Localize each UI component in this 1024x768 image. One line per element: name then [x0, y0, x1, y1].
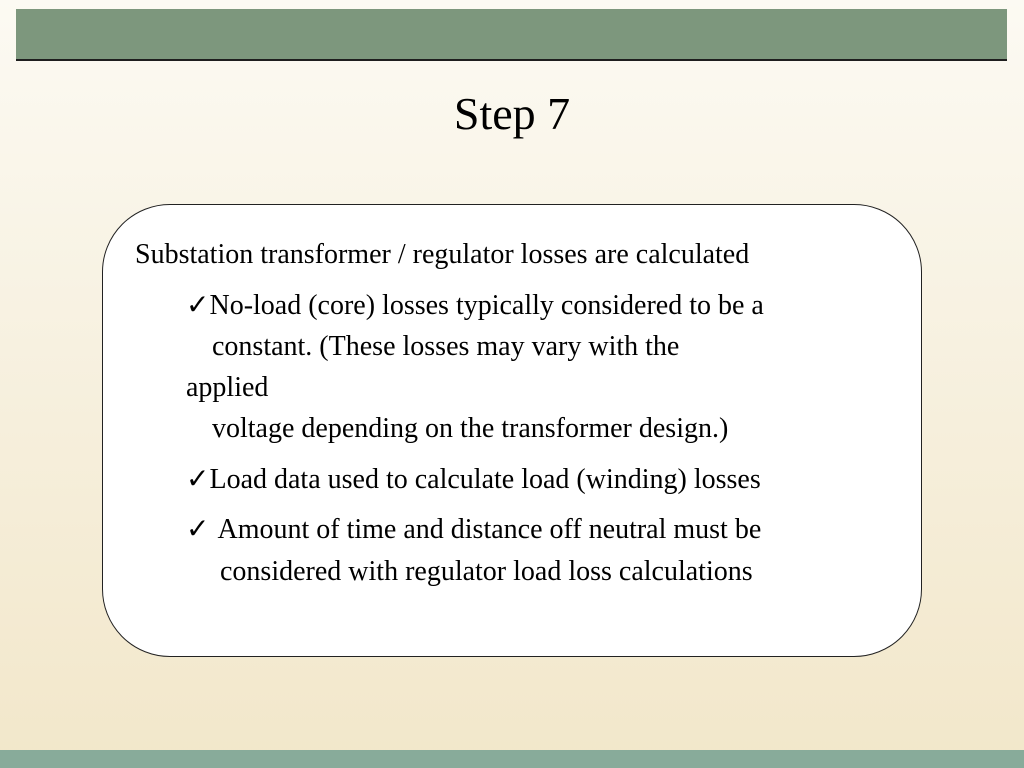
- bullet-3-line-1: [186, 513, 761, 547]
- header-bar: [16, 9, 1007, 61]
- checkmark-icon: ✓: [186, 464, 210, 495]
- bullet-1-text-1: No-load (core) losses typically considered to be a: [209, 290, 764, 321]
- bullet-2-line-1: [186, 463, 761, 497]
- checkmark-icon: ✓: [186, 514, 210, 545]
- bullet-3-line-2: considered with regulator load loss calculations: [220, 556, 753, 587]
- bullet-1-line-1: [186, 289, 764, 323]
- checkmark-icon: ✓: [186, 290, 210, 321]
- bullet-3-text-1: Amount of time and distance off neutral must be: [217, 514, 762, 545]
- content-box: [102, 204, 922, 657]
- footer-bar: [0, 750, 1024, 768]
- bullet-1-line-2: constant. (These losses may vary with the: [212, 331, 680, 362]
- bullet-2-text-1: Load data used to calculate load (winding) losses: [209, 464, 761, 495]
- bullet-1-line-3: applied: [186, 372, 269, 403]
- intro-text: Substation transformer / regulator losses are calculated: [135, 239, 750, 270]
- slide-title: Step 7: [453, 88, 571, 139]
- bullet-1-line-4: voltage depending on the transformer design.): [212, 413, 729, 444]
